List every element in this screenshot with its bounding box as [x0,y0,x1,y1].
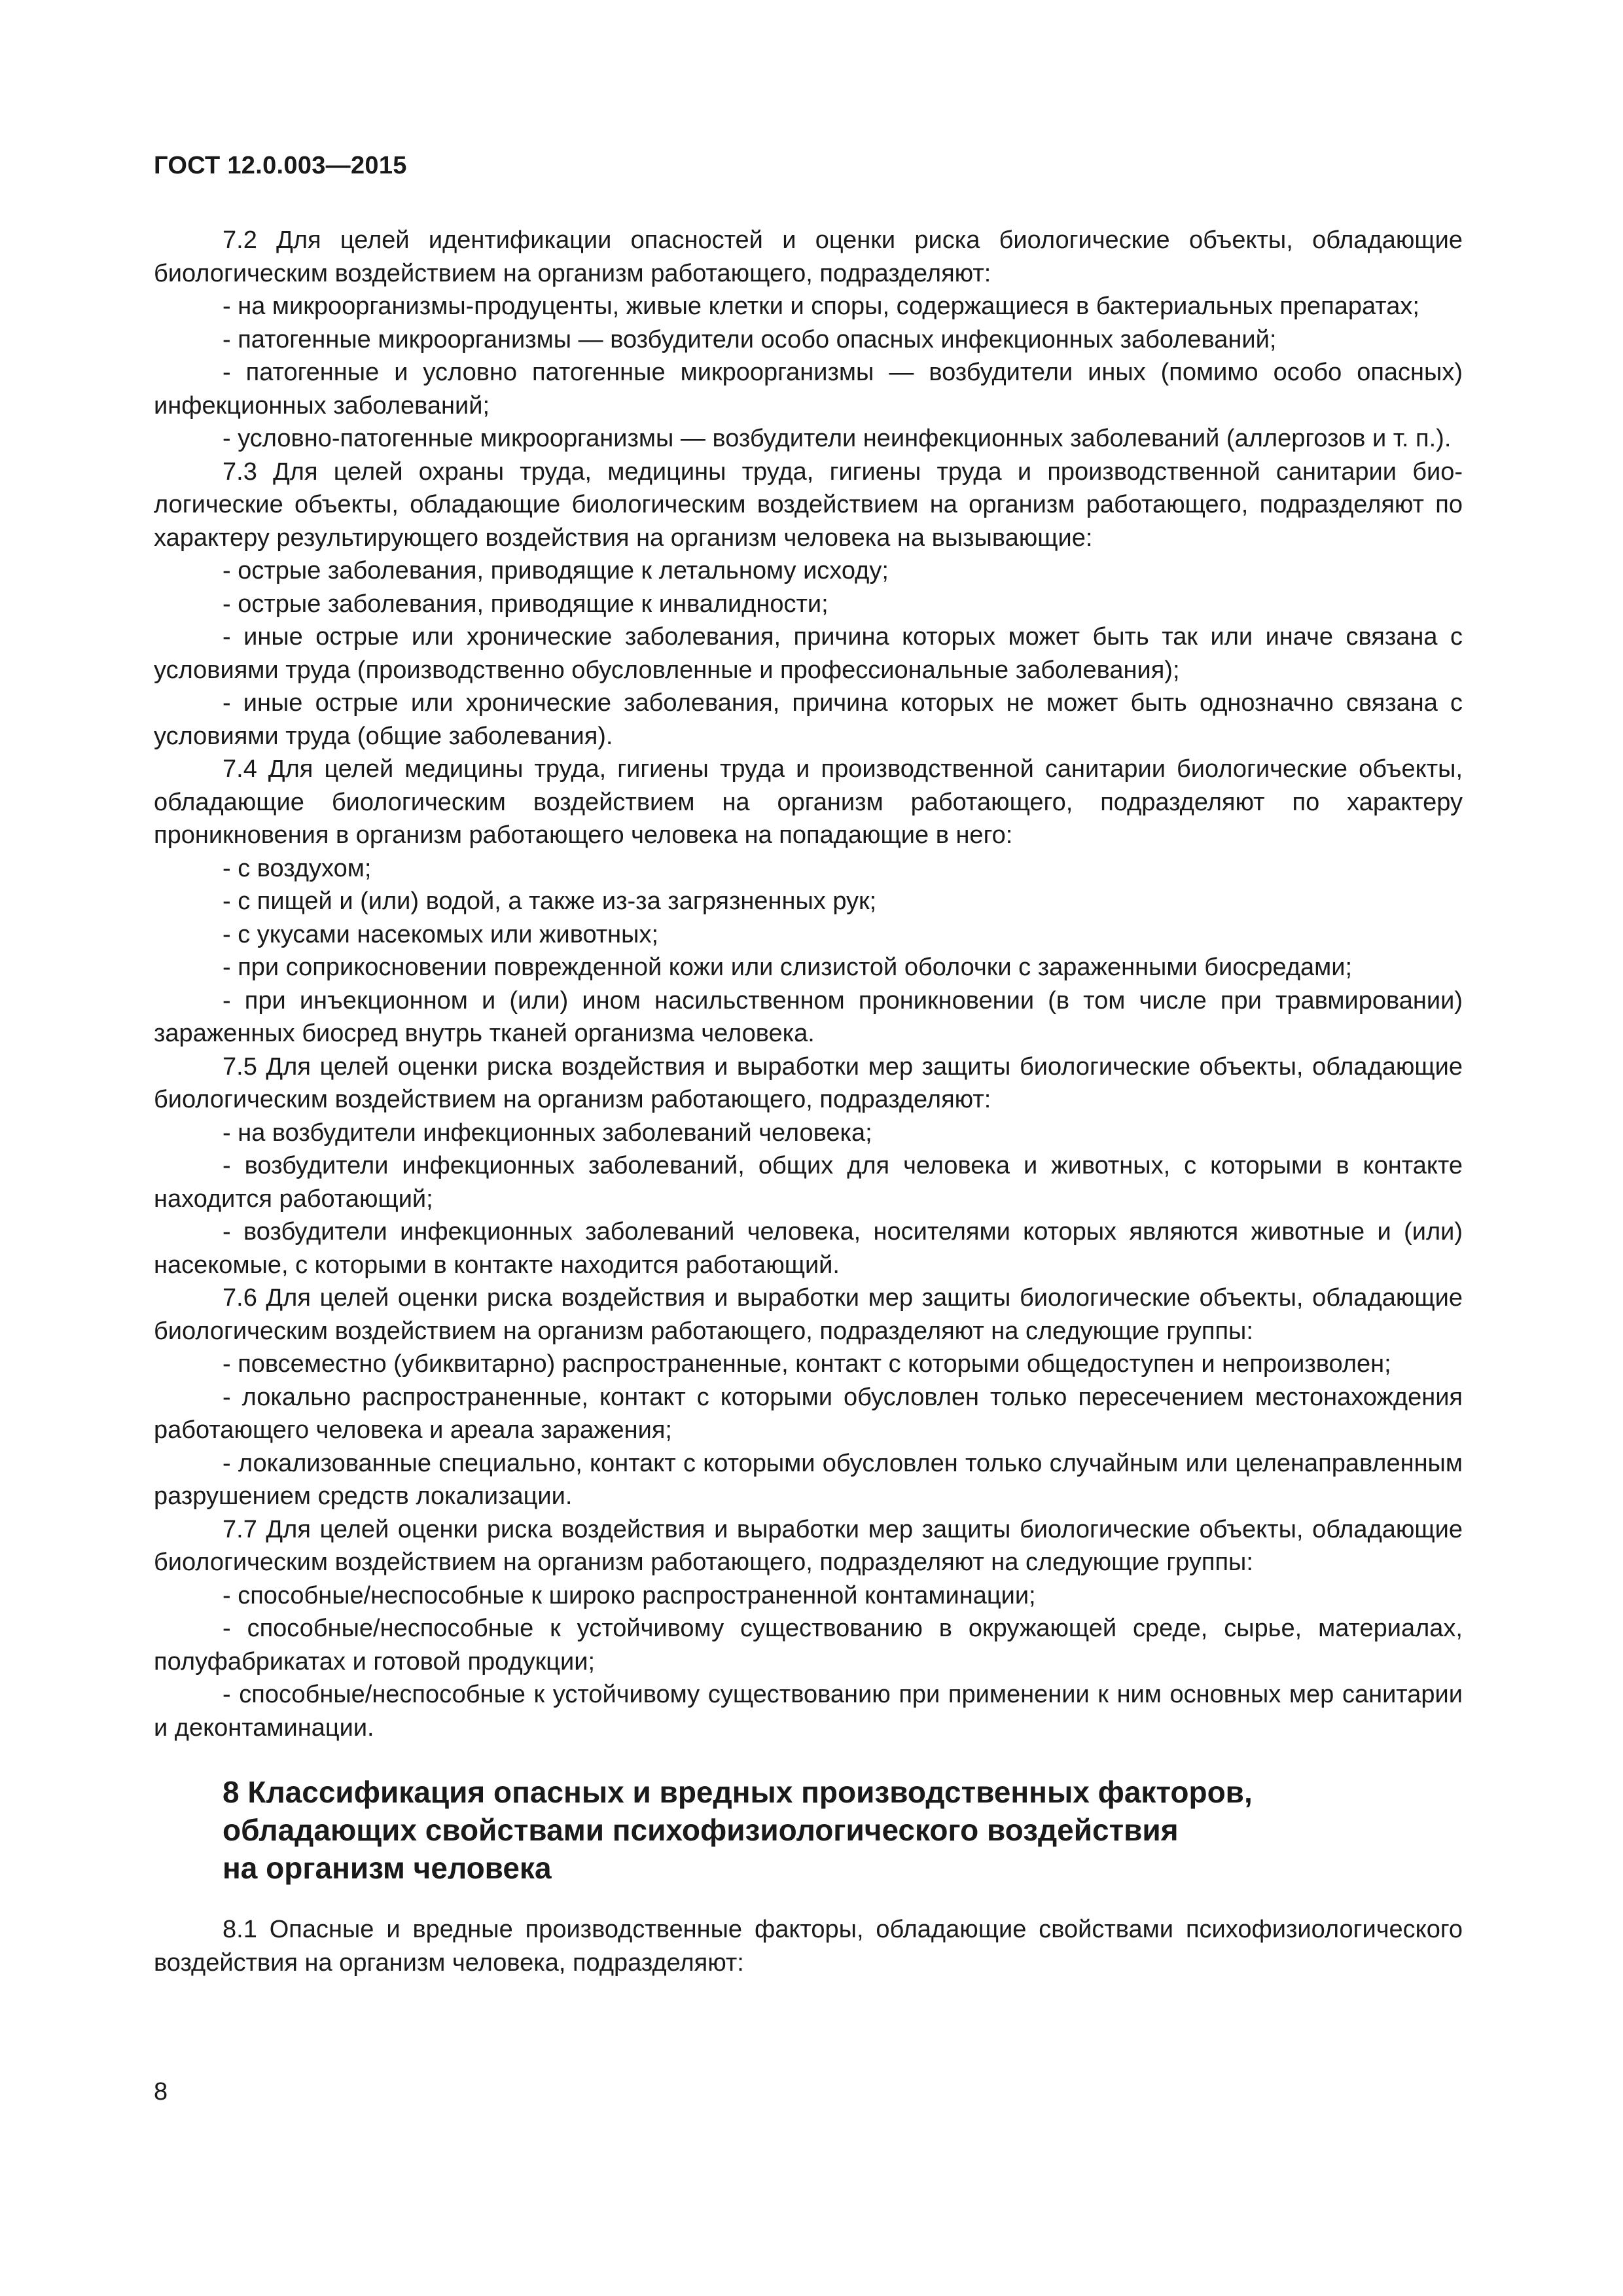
document-code-header: ГОСТ 12.0.003—2015 [154,152,407,179]
paragraph-7-3: 7.3 Для целей охраны труда, медицины труда, гигиены труда и производственной санитарии биологические объекты, обладающие биологическим воздействием на организм работающего, подразделяют по характеру результирующего воздействия на организм человека на вызывающие: [154,457,1463,552]
paragraph-7-7: 7.7 Для целей оценки риска воздействия и выработки мер защиты биологические объекты, обладающие биологическим воздействием на организм работающего, подразделяют на следующие группы: [154,1515,1463,1576]
list-item: - повсеместно (убиквитарно) распространенные, контакт с которыми общедоступен и непроизволен; [223,1350,1391,1378]
list-item: - с пищей и (или) водой, а также из-за загрязненных рук; [223,888,877,915]
list-item: - на микроорганизмы-продуценты, живые клетки и споры, содержащиеся в бактериальных препаратах; [223,293,1419,320]
list-item: - при соприкосновении поврежденной кожи или слизистой оболочки с зараженными биосредами; [223,954,1353,981]
list-item: - способные/неспособные к устойчивому существованию в окружающей среде, сырье, материалах, полуфабрикатах и готовой продукции; [154,1615,1463,1676]
list-item: - острые заболевания, приводящие к летальному исходу; [223,557,889,584]
list-item: - условно-патогенные микроорганизмы — возбудители неинфекционных заболеваний (аллергозов и т. п.). [223,425,1452,452]
list-item: - иные острые или хронические заболевания, причина которых может быть так или иначе связана с условиями труда (производственно обусловленные и профессиональные заболевания); [154,623,1463,684]
list-item: - возбудители инфекционных заболеваний человека, носителями которых являются животные и (или) насекомые, с которыми в контакте находится работающий. [154,1218,1463,1279]
list-item: - способные/неспособные к широко распространенной контаминации; [223,1581,1036,1609]
list-item: - патогенные и условно патогенные микроорганизмы — возбудители иных (помимо особо опасных) инфекционных заболеваний; [154,359,1463,420]
section-title-line: 8 Классификация опасных и вредных производственных факторов, [223,1775,1253,1809]
paragraph-7-2: 7.2 Для целей идентификации опасностей и оценки риска биологические объекты, обладающие биологическим воздействием на организм работающего, подразделяют: [154,226,1463,287]
list-item: - иные острые или хронические заболевания, причина которых не может быть однозначно связана с условиями труда (общие заболевания). [154,689,1463,750]
list-item: - возбудители инфекционных заболеваний, общих для человека и животных, с которыми в контакте находится работающий; [154,1152,1463,1213]
paragraph-7-4: 7.4 Для целей медицины труда, гигиены труда и производственной санитарии биологические объекты, обладающие биологическим воздействием на организм работающего, подразделяют по характеру проникновения в организм работающего человека на попадающие в него: [154,755,1463,849]
section-title-line: на организм человека [223,1851,552,1885]
paragraph-7-5: 7.5 Для целей оценки риска воздействия и выработки мер защиты биологические объекты, обладающие биологическим воздействием на организм работающего, подразделяют: [154,1052,1463,1113]
list-item: - острые заболевания, приводящие к инвалидности; [223,590,829,618]
page-number: 8 [154,2078,168,2106]
paragraph-7-6: 7.6 Для целей оценки риска воздействия и выработки мер защиты биологические объекты, обладающие биологическим воздействием на организм работающего, подразделяют на следующие группы: [154,1284,1463,1345]
section-8-title [223,1773,1463,1887]
list-item: - при инъекционном и (или) ином насильственном проникновении (в том числе при травмировании) зараженных биосред внутрь тканей организма человека. [154,986,1463,1047]
list-item: - с воздухом; [223,854,372,882]
list-item: - с укусами насекомых или животных; [223,920,659,948]
paragraph-8-1: 8.1 Опасные и вредные производственные факторы, обладающие свойствами психофизиологического воздействия на организм человека, подразделяют: [154,1916,1463,1977]
list-item: - на возбудители инфекционных заболеваний человека; [223,1119,872,1147]
document-body [154,224,1463,1979]
list-item: - патогенные микроорганизмы — возбудители особо опасных инфекционных заболеваний; [223,325,1277,353]
list-item: - локализованные специально, контакт с которыми обусловлен только случайным или целенаправленным разрушением средств локализации. [154,1449,1463,1510]
list-item: - способные/неспособные к устойчивому существованию при применении к ним основных мер санитарии и деконтаминации. [154,1681,1463,1742]
section-title-line: обладающих свойствами психофизиологического воздействия [223,1813,1179,1847]
list-item: - локально распространенные, контакт с которыми обусловлен только пересечением местонахождения работающего человека и ареала заражения; [154,1383,1463,1444]
